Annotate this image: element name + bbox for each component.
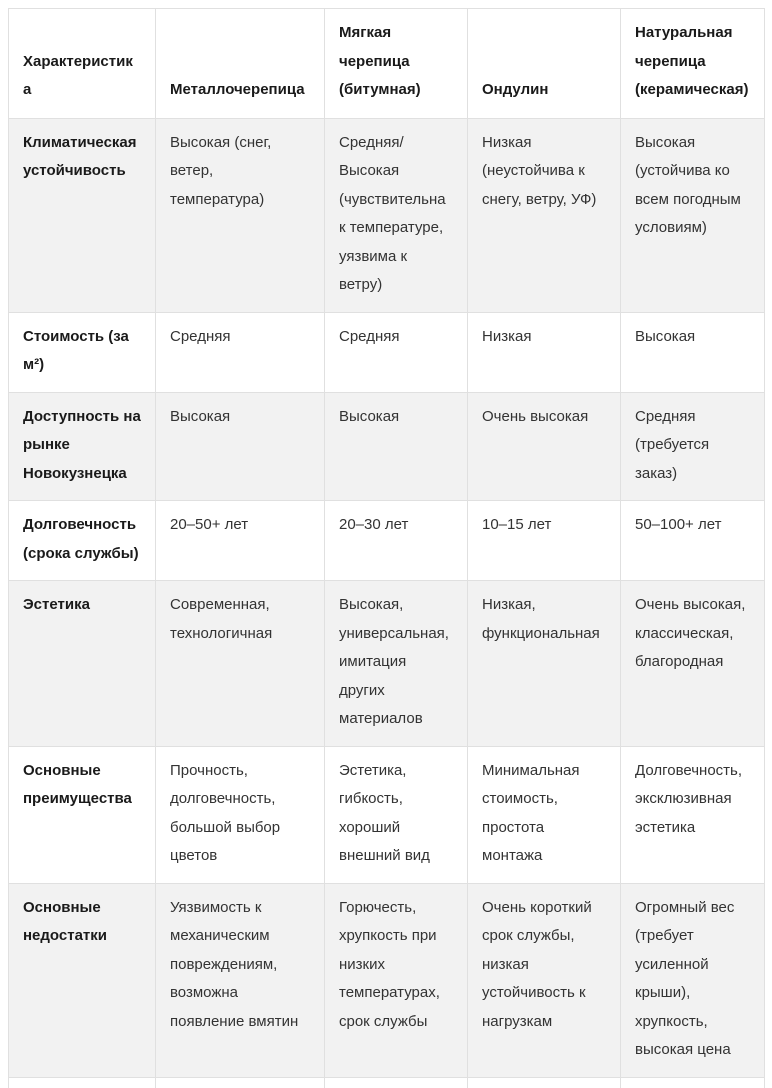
- value-cell: Высокая: [325, 392, 468, 501]
- table-row: [9, 312, 765, 392]
- value-cell: Высокая: [156, 392, 325, 501]
- feature-cell: Основные преимущества: [9, 746, 156, 883]
- feature-cell: Доступность на рынке Новокузнецка: [9, 392, 156, 501]
- roofing-comparison-table: [8, 8, 765, 1088]
- feature-cell: Долговечность (срока службы): [9, 501, 156, 581]
- table-row: [9, 118, 765, 312]
- value-cell: 20–50+ лет: [156, 501, 325, 581]
- feature-cell: Стоимость (за м²): [9, 312, 156, 392]
- value-cell: Горючесть, хрупкость при низких температурах, срок службы: [325, 883, 468, 1077]
- value-cell: Очень короткий срок службы, низкая устойчивость к нагрузкам: [468, 883, 621, 1077]
- table-row: [9, 883, 765, 1077]
- column-header-metal-tile: Металлочерепица: [156, 9, 325, 119]
- table-row: [9, 581, 765, 747]
- table-row: [9, 392, 765, 501]
- value-cell: Современная, технологичная: [156, 581, 325, 747]
- value-cell: Низкая (неустойчива к снегу, ветру, УФ): [468, 118, 621, 312]
- value-cell: Низкая: [468, 312, 621, 392]
- column-header-characteristic: Характеристика: [9, 9, 156, 119]
- value-cell: 20–30 лет: [325, 501, 468, 581]
- empty-cell: [9, 1077, 156, 1088]
- value-cell: Средняя: [156, 312, 325, 392]
- value-cell: 50–100+ лет: [621, 501, 765, 581]
- table-row: [9, 501, 765, 581]
- value-cell: Прочность, долговечность, большой выбор цветов: [156, 746, 325, 883]
- empty-cell: [621, 1077, 765, 1088]
- value-cell: Уязвимость к механическим повреждениям, возможна появление вмятин: [156, 883, 325, 1077]
- value-cell: Средняя/Высокая (чувствительна к температуре, уязвима к ветру): [325, 118, 468, 312]
- value-cell: Высокая: [621, 312, 765, 392]
- value-cell: Низкая, функциональная: [468, 581, 621, 747]
- value-cell: Высокая (снег, ветер, температура): [156, 118, 325, 312]
- empty-cell: [468, 1077, 621, 1088]
- feature-cell: Основные недостатки: [9, 883, 156, 1077]
- value-cell: Минимальная стоимость, простота монтажа: [468, 746, 621, 883]
- column-header-natural-tile: Натуральная черепица (керамическая): [621, 9, 765, 119]
- column-header-ondulin: Ондулин: [468, 9, 621, 119]
- value-cell: Эстетика, гибкость, хороший внешний вид: [325, 746, 468, 883]
- value-cell: Очень высокая, классическая, благородная: [621, 581, 765, 747]
- value-cell: Высокая, универсальная, имитация других материалов: [325, 581, 468, 747]
- value-cell: Огромный вес (требует усиленной крыши), хрупкость, высокая цена: [621, 883, 765, 1077]
- value-cell: Средняя (требуется заказ): [621, 392, 765, 501]
- empty-cell: [325, 1077, 468, 1088]
- feature-cell: Эстетика: [9, 581, 156, 747]
- header-row: [9, 9, 765, 119]
- partial-row: [9, 1077, 765, 1088]
- feature-cell: Климатическая устойчивость: [9, 118, 156, 312]
- empty-cell: [156, 1077, 325, 1088]
- value-cell: 10–15 лет: [468, 501, 621, 581]
- value-cell: Очень высокая: [468, 392, 621, 501]
- column-header-soft-tile: Мягкая черепица (битумная): [325, 9, 468, 119]
- value-cell: Высокая (устойчива ко всем погодным условиям): [621, 118, 765, 312]
- value-cell: Долговечность, эксклюзивная эстетика: [621, 746, 765, 883]
- table-body: [9, 118, 765, 1088]
- value-cell: Средняя: [325, 312, 468, 392]
- table-row: [9, 746, 765, 883]
